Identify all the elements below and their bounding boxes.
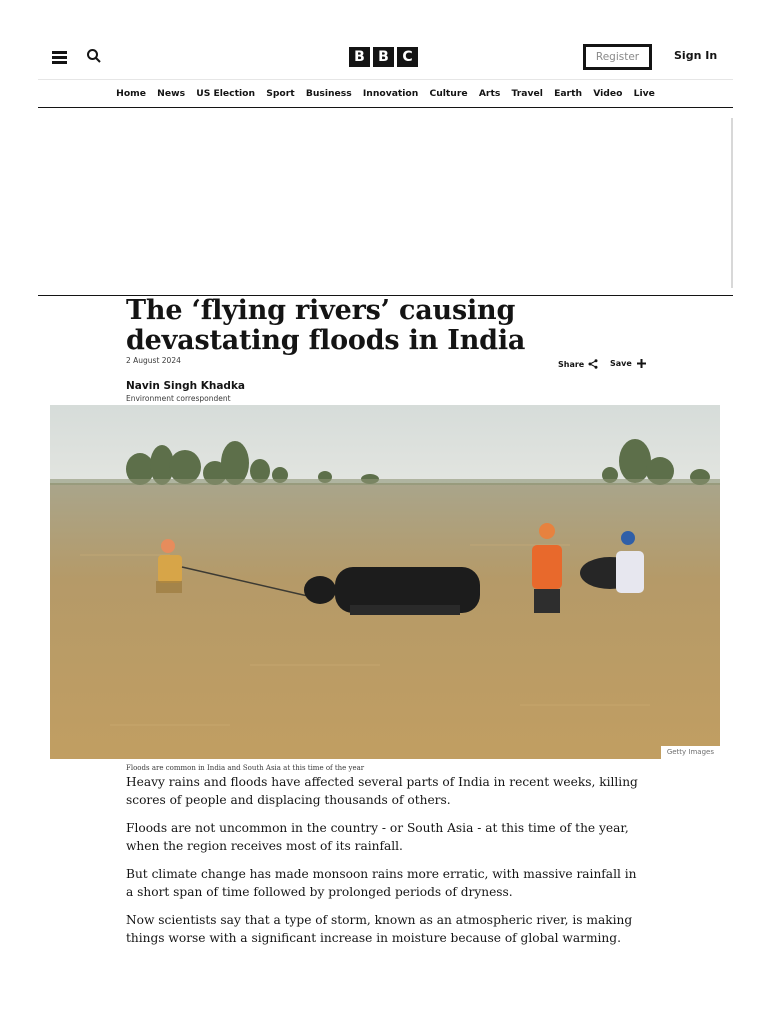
hero-image (50, 405, 720, 759)
bbc-logo[interactable] (349, 47, 418, 67)
nav-item-us-election[interactable]: US Election (196, 88, 256, 99)
nav-item-arts[interactable]: Arts (478, 88, 501, 99)
hamburger-menu-icon[interactable] (52, 50, 68, 64)
plus-icon (637, 359, 646, 368)
save-button[interactable] (610, 359, 646, 368)
nav-item-sport[interactable]: Sport (266, 88, 295, 99)
masthead (38, 36, 733, 80)
nav-item-home[interactable]: Home (116, 88, 146, 99)
logo-letter: B (349, 47, 370, 67)
nav-item-business[interactable]: Business (305, 88, 352, 99)
article-date: 2 August 2024 (126, 356, 181, 365)
save-label: Save (610, 359, 632, 368)
author-name: Navin Singh Khadka (126, 380, 246, 392)
ad-frame-edge (731, 118, 733, 288)
logo-letter: B (373, 47, 394, 67)
nav-item-video[interactable]: Video (593, 88, 623, 99)
nav-item-travel[interactable]: Travel (511, 88, 543, 99)
register-button[interactable]: Register (583, 44, 652, 70)
share-icon (588, 359, 598, 369)
article-paragraph: Floods are not uncommon in the country - or South Asia - at this time of the year, when the region receives most of its rainfall. (126, 821, 629, 853)
primary-nav (38, 80, 733, 108)
share-button[interactable] (558, 359, 598, 369)
search-icon[interactable] (86, 48, 102, 64)
nav-item-earth[interactable]: Earth (554, 88, 583, 99)
nav-item-live[interactable]: Live (633, 88, 655, 99)
article-paragraph: Heavy rains and floods have affected several parts of India in recent weeks, killing scores of people and displacing thousands of others. (126, 775, 638, 807)
nav-item-innovation[interactable]: Innovation (362, 88, 419, 99)
share-label: Share (558, 359, 585, 369)
author-role: Environment correspondent (126, 394, 231, 403)
nav-item-news[interactable]: News (157, 88, 186, 99)
article-body (126, 773, 638, 957)
article-paragraph: Now scientists say that a type of storm, known as an atmospheric river, is making things worse with a significant increase in moisture because of global warming. (126, 913, 633, 945)
nav-item-culture[interactable]: Culture (429, 88, 468, 99)
article-headline: The ‘flying rivers’ causing devastating floods in India (126, 295, 526, 356)
flood-scene-illustration (50, 405, 720, 759)
sign-in-link[interactable]: Sign In (674, 49, 718, 62)
image-caption: Floods are common in India and South Asia at this time of the year (126, 764, 365, 772)
article-paragraph: But climate change has made monsoon rains more erratic, with massive rainfall in a short span of time followed by prolonged periods of dryness. (126, 867, 637, 899)
image-credit: Getty Images (661, 746, 720, 759)
advertisement-slot (38, 108, 733, 296)
logo-letter: C (397, 47, 418, 67)
